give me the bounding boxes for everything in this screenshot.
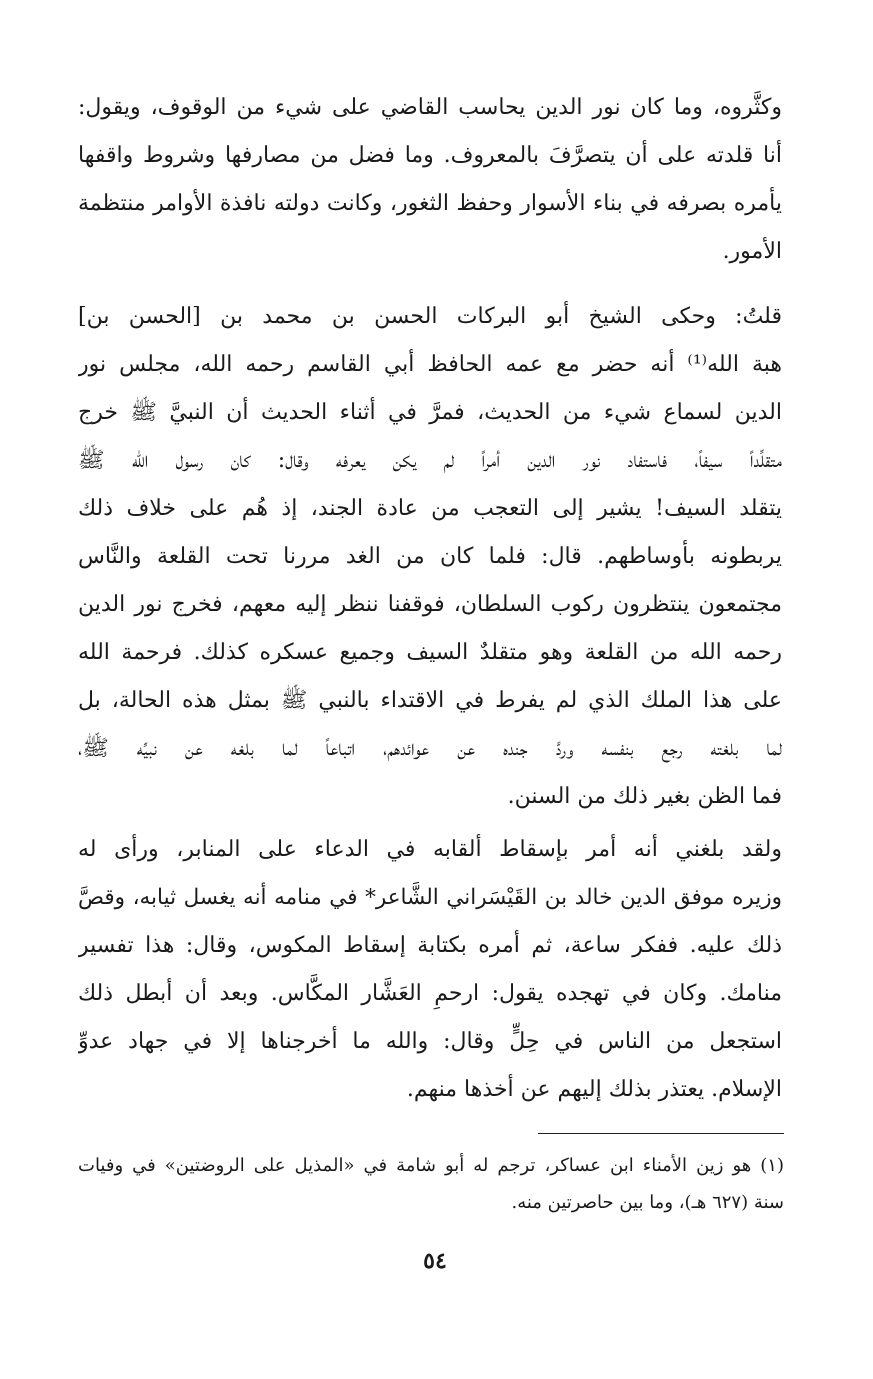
- paragraph-3: [78, 826, 782, 1114]
- text-line: رحمه الله من القلعة وهو متقلدٌ السيف وجميع عسكره كذلك. فرحمة الله: [78, 640, 782, 665]
- text-line: استجعل من الناس في حِلٍّ وقال: والله ما أخرجناها إلا في جهاد عدوِّ: [78, 1029, 782, 1054]
- text-line: يأمره بصرفه في بناء الأسوار وحفظ الثغور، وكانت دولته نافذة الأوامر منتظمة: [78, 191, 782, 216]
- text-line: الأمور.: [722, 239, 782, 264]
- text-line: يربطونه بأوساطهم. قال: فلما كان من الغد مررنا تحت القلعة والنَّاس: [78, 544, 782, 569]
- text-line: منامك. وكان في تهجده يقول: ارحمِ العَشَّار المكَّاس. وبعد أن أبطل ذلك: [78, 981, 782, 1006]
- footnote-line: (١) هو زين الأمناء ابن عساكر، ترجم له أبو شامة في «المذيل على الروضتين» في وفيات: [78, 1155, 784, 1176]
- footnote-divider: [538, 1133, 784, 1134]
- text-line: مجتمعون ينتظرون ركوب السلطان، فوقفنا ننظر إليه معهم، فخرج نور الدين: [78, 592, 782, 617]
- text-line: الإسلام. يعتذر بذلك إليهم عن أخذها منهم.: [406, 1077, 782, 1102]
- page-number: ٥٤: [423, 1248, 447, 1274]
- text-line: فما الظن بغير ذلك من السنن.: [507, 784, 782, 809]
- text-line: ذلك عليه. ففكر ساعة، ثم أمره بكتابة إسقاط المكوس، وقال: هذا تفسير: [78, 933, 782, 958]
- text-line: قلتُ: وحكى الشيخ أبو البركات الحسن بن محمد بن [الحسن بن]: [78, 304, 782, 329]
- text-line: الدين لسماع شيء من الحديث، فمرَّ في أثناء الحديث أن النبيَّ ﷺ خرج: [78, 400, 782, 425]
- text-line: يتقلد السيف! يشير إلى التعجب من عادة الجند، إذ هُم على خلاف ذلك: [78, 496, 782, 521]
- text-line: هبة الله⁽¹⁾ أنه حضر مع عمه الحافظ أبي القاسم رحمه الله، مجلس نور: [78, 352, 782, 377]
- paragraph-1: [78, 84, 782, 276]
- text-line: وكثَّروه، وما كان نور الدين يحاسب القاضي على شيء من الوقوف، ويقول:: [78, 95, 782, 120]
- text-line: وزيره موفق الدين خالد بن القَيْسَراني الشَّاعر* في منامه أنه يغسل ثيابه، وقصَّ: [78, 885, 782, 910]
- footnote: [78, 1147, 784, 1221]
- text-line: على هذا الملك الذي لم يفرط في الاقتداء بالنبي ﷺ بمثل هذه الحالة، بل: [78, 688, 782, 713]
- text-line: أنا قلدته على أن يتصرَّفَ بالمعروف. وما فضل من مصارفها وشروط واقفها: [78, 143, 782, 168]
- footnote-line: سنة (٦٢٧ هـ)، وما بين حاصرتين منه.: [511, 1192, 784, 1213]
- text-line: لما بلغته رجع بنفسه وردَّ جنده عن عوائدهم، اتباعاً لما بلغه عن نبيِّه ﷺ،: [78, 736, 782, 761]
- paragraph-2: [78, 293, 782, 821]
- text-line: ولقد بلغني أنه أمر بإسقاط ألقابه في الدعاء على المنابر، ورأى له: [78, 837, 782, 862]
- text-line: متقلِّداً سيفاً، فاستفاد نور الدين أمراً لم يكن يعرفه وقال: كان رسول الله ﷺ: [78, 448, 782, 473]
